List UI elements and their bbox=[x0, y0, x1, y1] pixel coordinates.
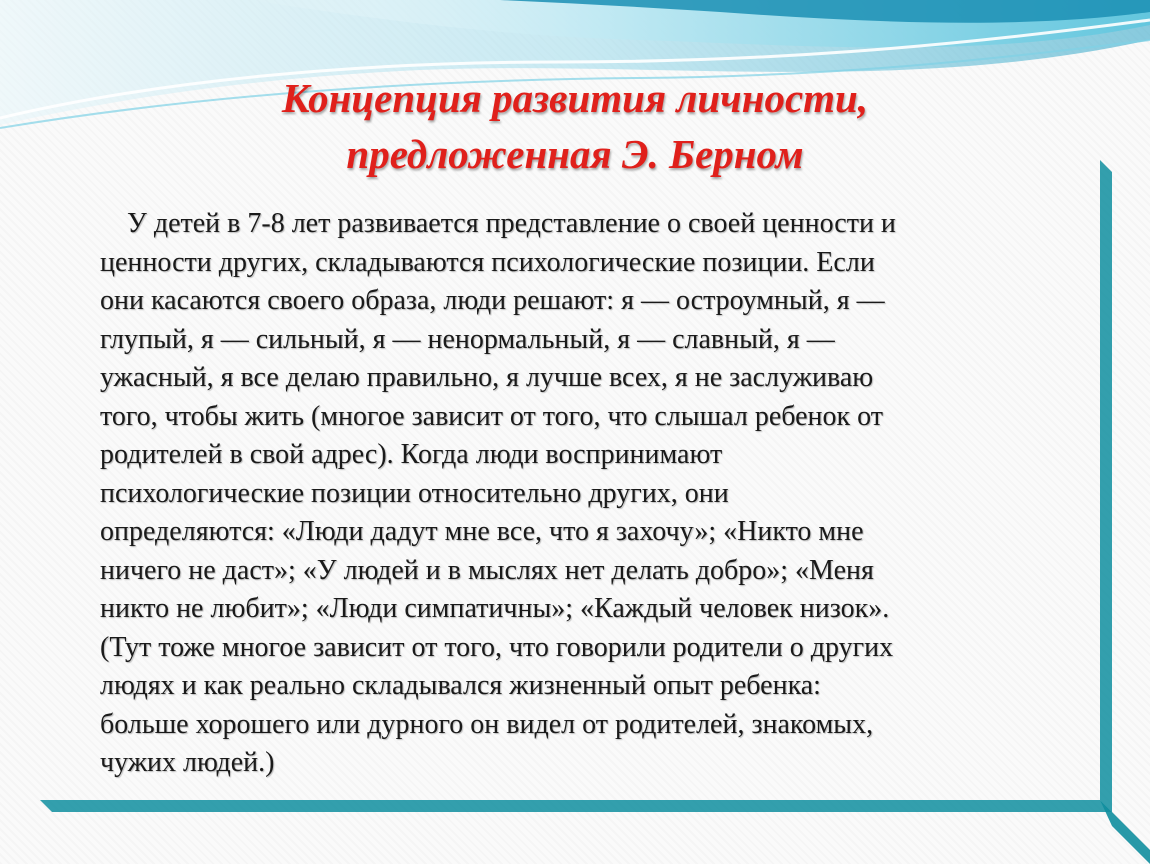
body-line: определяются: «Люди дадут мне все, что я захочу»; «Никто мне bbox=[100, 516, 864, 547]
body-line: родителей в свой адрес). Когда люди воспринимают bbox=[100, 439, 723, 470]
body-line: никто не любит»; «Люди симпатичны»; «Каждый человек низок». bbox=[100, 593, 890, 624]
body-line: они касаются своего образа, люди решают: я — остроумный, я — bbox=[100, 285, 885, 316]
body-line: ужасный, я все делаю правильно, я лучше всех, я не заслуживаю bbox=[100, 362, 874, 393]
body-line: У детей в 7-8 лет развивается представление о своей ценности и bbox=[127, 208, 896, 239]
body-line: ничего не даст»; «У людей и в мыслях нет делать добро»; «Меня bbox=[100, 554, 874, 586]
body-line: психологические позиции относительно других, они bbox=[100, 477, 729, 509]
body-line: людях и как реально складывался жизненный опыт ребенка: bbox=[100, 670, 821, 701]
body-paragraph bbox=[100, 205, 1068, 783]
body-line: того, чтобы жить (многое зависит от того, что слышал ребенок от bbox=[100, 400, 884, 432]
body-line: (Тут тоже многое зависит от того, что говорили родители о других bbox=[100, 631, 894, 663]
body-line: ценности других, складываются психологические позиции. Если bbox=[100, 246, 875, 278]
title-line: Концепция развития личности, bbox=[281, 75, 869, 121]
body-line: глупый, я — сильный, я — ненормальный, я — славный, я — bbox=[100, 323, 835, 355]
title-line: предложенная Э. Берном bbox=[346, 131, 804, 177]
slide-title bbox=[120, 70, 1030, 182]
body-line: больше хорошего или дурного он видел от родителей, знакомых, bbox=[100, 708, 874, 740]
body-line: чужих людей.) bbox=[100, 747, 275, 778]
